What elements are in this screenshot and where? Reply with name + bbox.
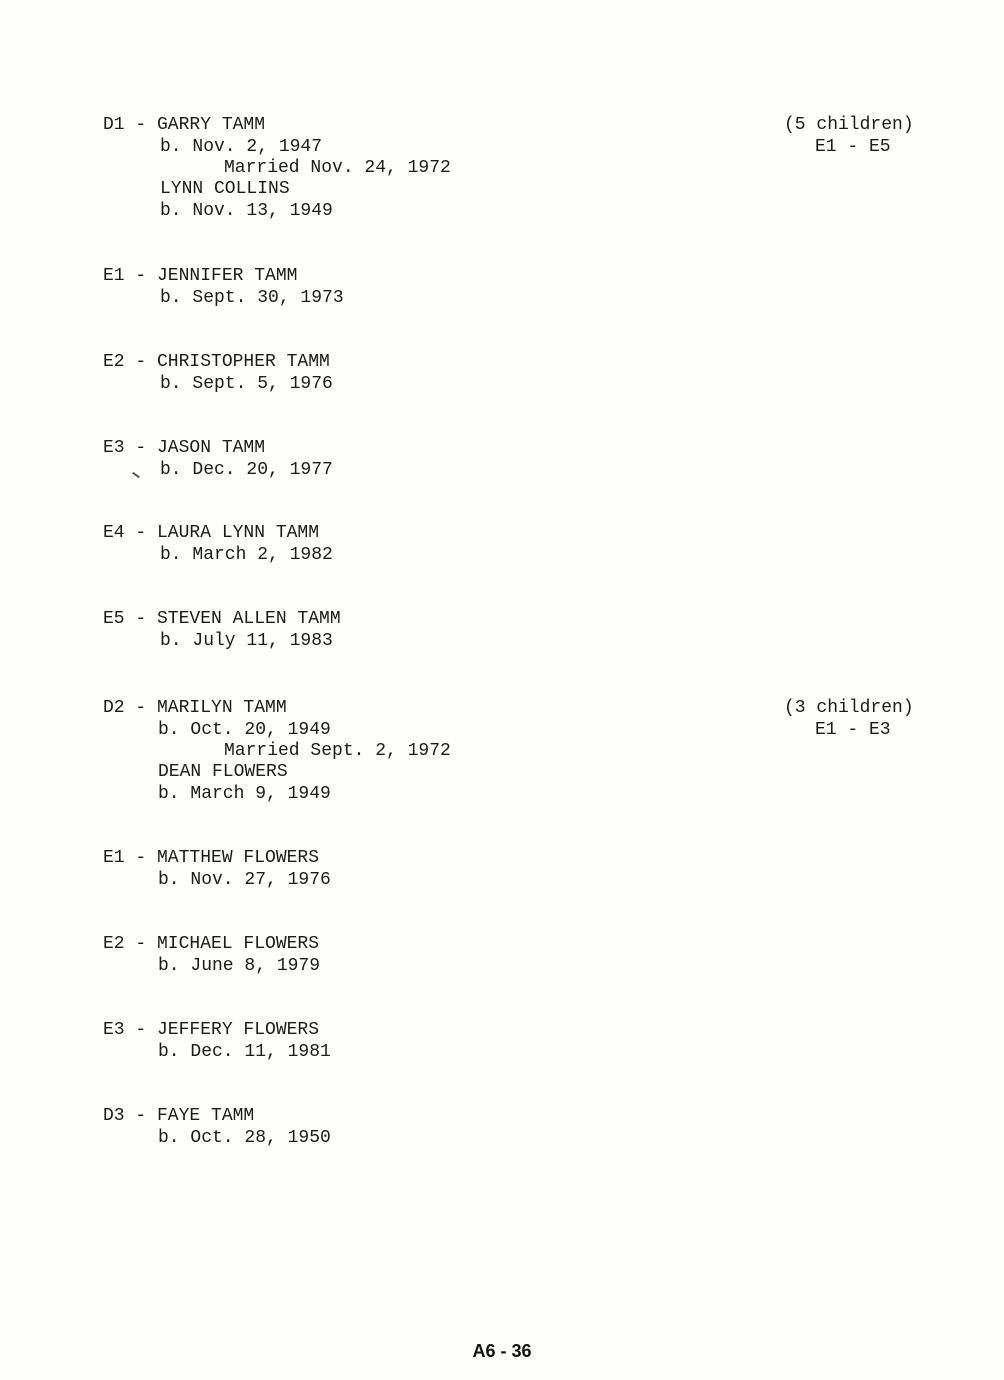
text-line: LYNN COLLINS: [160, 179, 290, 199]
text-line: (5 children): [784, 115, 914, 135]
text-line: D2 - MARILYN TAMM: [103, 698, 287, 718]
text-line: b. Sept. 30, 1973: [160, 288, 344, 308]
text-line: E4 - LAURA LYNN TAMM: [103, 523, 320, 543]
text-line: E2 - MICHAEL FLOWERS: [103, 934, 320, 954]
text-line: E3 - JEFFERY FLOWERS: [103, 1020, 320, 1040]
text-line: b. June 8, 1979: [158, 956, 321, 976]
text-line: b. Sept. 5, 1976: [160, 374, 333, 394]
text-line: D3 - FAYE TAMM: [103, 1106, 255, 1126]
page-number: A6 - 36: [472, 1341, 532, 1361]
text-line: E1 - E5: [815, 137, 891, 157]
text-line: b. March 2, 1982: [160, 545, 333, 565]
text-line: b. Nov. 2, 1947: [160, 137, 323, 157]
text-line: b. March 9, 1949: [158, 784, 331, 804]
text-line: b. Dec. 11, 1981: [158, 1042, 331, 1062]
text-line: Married Nov. 24, 1972: [224, 158, 451, 178]
text-line: E3 - JASON TAMM: [103, 438, 266, 458]
text-line: b. July 11, 1983: [160, 631, 333, 651]
text-line: E1 - JENNIFER TAMM: [103, 266, 298, 286]
stray-mark: [132, 472, 140, 478]
text-line: E1 - E3: [815, 720, 891, 740]
text-line: Married Sept. 2, 1972: [224, 741, 451, 761]
text-line: b. Dec. 20, 1977: [160, 460, 333, 480]
text-line: b. Nov. 27, 1976: [158, 870, 331, 890]
text-line: E5 - STEVEN ALLEN TAMM: [103, 609, 341, 629]
text-line: DEAN FLOWERS: [158, 762, 288, 782]
text-line: b. Oct. 28, 1950: [158, 1128, 331, 1148]
text-line: b. Nov. 13, 1949: [160, 201, 333, 221]
text-line: E2 - CHRISTOPHER TAMM: [103, 352, 330, 372]
text-line: (3 children): [784, 698, 914, 718]
text-line: E1 - MATTHEW FLOWERS: [103, 848, 320, 868]
text-line: D1 - GARRY TAMM: [103, 115, 266, 135]
text-line: b. Oct. 20, 1949: [158, 720, 331, 740]
